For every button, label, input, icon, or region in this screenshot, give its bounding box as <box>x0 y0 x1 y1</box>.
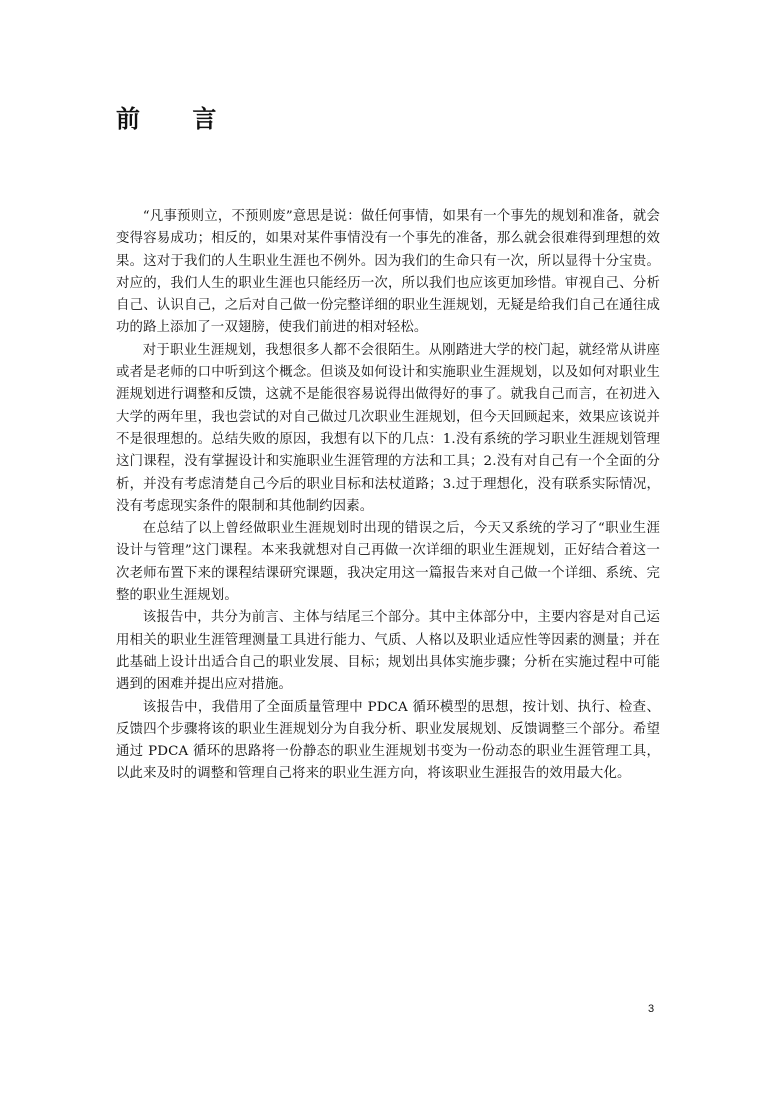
page-number: 3 <box>648 1003 655 1015</box>
paragraph-4: 该报告中，共分为前言、主体与结尾三个部分。其中主体部分中，主要内容是对自己运用相关的职业生涯管理测量工具进行能力、气质、人格以及职业适应性等因素的测量；并在此基础上设计出适合自己的职业发展、目标；规划出具体实施步骤；分析在实施过程中可能遇到的困难并提出应对措施。 <box>116 610 660 693</box>
page-title: 前 言 <box>116 104 239 133</box>
body-text <box>116 206 660 786</box>
paragraph-5: 该报告中，我借用了全面质量管理中 PDCA 循环模型的思想，按计划、执行、检查、反馈四个步骤将该的职业生涯规划分为自我分析、职业发展规划、反馈调整三个部分。希望通过 PDCA 循环的思路将一份静态的职业生涯规划书变为一份动态的职业生涯管理工具，以此来及时的调整和管理自己将来的职业生涯方向，将该职业生涯报告的效用最大化。 <box>116 699 660 782</box>
paragraph-1: “凡事预则立，不预则废”意思是说：做任何事情，如果有一个事先的规划和准备，就会变得容易成功；相反的，如果对某件事情没有一个事先的准备，那么就会很难得到理想的效果。这对于我们的人生职业生涯也不例外。因为我们的生命只有一次，所以显得十分宝贵。对应的，我们人生的职业生涯也只能经历一次，所以我们也应该更加珍惜。审视自己、分析自己、认识自己，之后对自己做一份完整详细的职业生涯规划，无疑是给我们自己在通往成功的路上添加了一双翅膀，使我们前进的相对轻松。 <box>116 209 660 336</box>
paragraph-3: 在总结了以上曾经做职业生涯规划时出现的错误之后，今天又系统的学习了“职业生涯设计与管理”这门课程。本来我就想对自己再做一次详细的职业生涯规划，正好结合着这一次老师布置下来的课程结课研究课题，我决定用这一篇报告来对自己做一个详细、系统、完整的职业生涯规划。 <box>116 521 660 604</box>
paragraph-2: 对于职业生涯规划，我想很多人都不会很陌生。从刚踏进大学的校门起，就经常从讲座或者是老师的口中听到这个概念。但谈及如何设计和实施职业生涯规划，以及如何对职业生涯规划进行调整和反馈，这就不是能很容易说得出做得好的事了。就我自己而言，在初进入大学的两年里，我也尝试的对自己做过几次职业生涯规划，但今天回顾起来，效果应该说并不是很理想的。总结失败的原因，我想有以下的几点：1.没有系统的学习职业生涯规划管理这门课程，没有掌握设计和实施职业生涯管理的方法和工具；2.没有对自己有一个全面的分析，并没有考虑清楚自己今后的职业目标和法杖道路；3.过于理想化，没有联系实际情况，没有考虑现实条件的限制和其他制约因素。 <box>116 342 660 514</box>
